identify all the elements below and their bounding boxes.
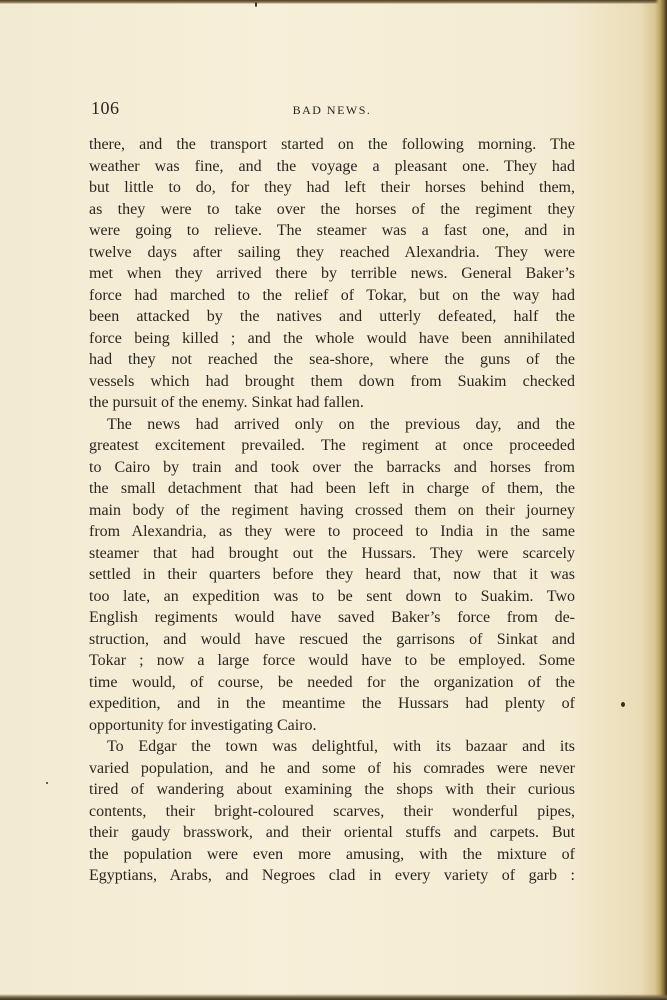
text-line: the small detachment that had been left in charge of them, the — [89, 480, 575, 497]
text-line: from Alexandria, as they were to proceed to India in the same — [89, 523, 575, 540]
text-line: To Edgar the town was delightful, with its bazaar and its — [107, 738, 575, 755]
text-line: were going to relieve. The steamer was a fast one, and in — [89, 222, 575, 239]
text-line: English regiments would have saved Baker’s force from de- — [89, 609, 575, 626]
running-head — [91, 98, 573, 122]
page-top-edge — [0, 0, 667, 4]
text-line: greatest excitement prevailed. The regiment at once proceeded — [89, 437, 575, 454]
text-line: weather was fine, and the voyage a pleasant one. They had — [89, 157, 575, 175]
text-line: time would, of course, be needed for the organization of the — [89, 673, 575, 691]
text-line: varied population, and he and some of his comrades were never — [89, 759, 575, 777]
text-line: main body of the regiment having crossed them on their journey — [89, 501, 575, 519]
ink-speck — [46, 782, 48, 784]
text-line: Tokar ; now a large force would have to be employed. Some — [89, 652, 575, 669]
text-line: twelve days after sailing they reached Alexandria. They were — [89, 243, 575, 261]
text-line: been attacked by the natives and utterly defeated, half the — [89, 308, 575, 325]
ink-speck — [255, 2, 257, 7]
text-line: vessels which had brought them down from Suakim checked — [89, 372, 575, 390]
text-line: expedition, and in the meantime the Hussars had plenty of — [89, 695, 575, 712]
text-line: their gaudy brasswork, and their oriental stuffs and carpets. But — [89, 824, 575, 841]
text-line: tired of wandering about examining the shops with their curious — [89, 781, 575, 798]
text-line: had they not reached the sea-shore, where the guns of the — [89, 351, 575, 368]
ink-speck — [621, 702, 625, 707]
text-line: struction, and would have rescued the garrisons of Sinkat and — [89, 630, 575, 648]
text-line: to Cairo by train and took over the barracks and horses from — [89, 458, 575, 476]
page-bottom-edge — [0, 994, 667, 1000]
text-line: too late, an expedition was to be sent down to Suakim. Two — [89, 587, 575, 605]
text-line: there, and the transport started on the following morning. The — [89, 136, 575, 153]
page-number: 106 — [91, 98, 120, 118]
page-right-edge — [655, 0, 667, 1000]
body-text — [89, 134, 575, 887]
text-line: met when they arrived there by terrible news. General Baker’s — [89, 265, 575, 282]
text-line: contents, their bright-coloured scarves, their wonderful pipes, — [89, 802, 575, 820]
text-line: the pursuit of the enemy. Sinkat had fallen. — [89, 394, 364, 411]
text-line: The news had arrived only on the previous day, and the — [107, 415, 575, 433]
text-line: force being killed ; and the whole would have been annihilated — [89, 329, 575, 347]
running-title: BAD NEWS. — [292, 103, 372, 117]
text-line: the population were even more amusing, with the mixture of — [89, 845, 575, 863]
text-line: steamer that had brought out the Hussars. They were scarcely — [89, 544, 575, 562]
text-line: force had marched to the relief of Tokar, but on the way had — [89, 286, 575, 304]
text-line: but little to do, for they had left their horses behind them, — [89, 179, 575, 196]
text-line: as they were to take over the horses of the regiment they — [89, 200, 575, 218]
text-line: Egyptians, Arabs, and Negroes clad in every variety of garb : — [89, 867, 575, 884]
text-line: opportunity for investigating Cairo. — [89, 716, 317, 734]
text-line: settled in their quarters before they heard that, now that it was — [89, 566, 575, 583]
